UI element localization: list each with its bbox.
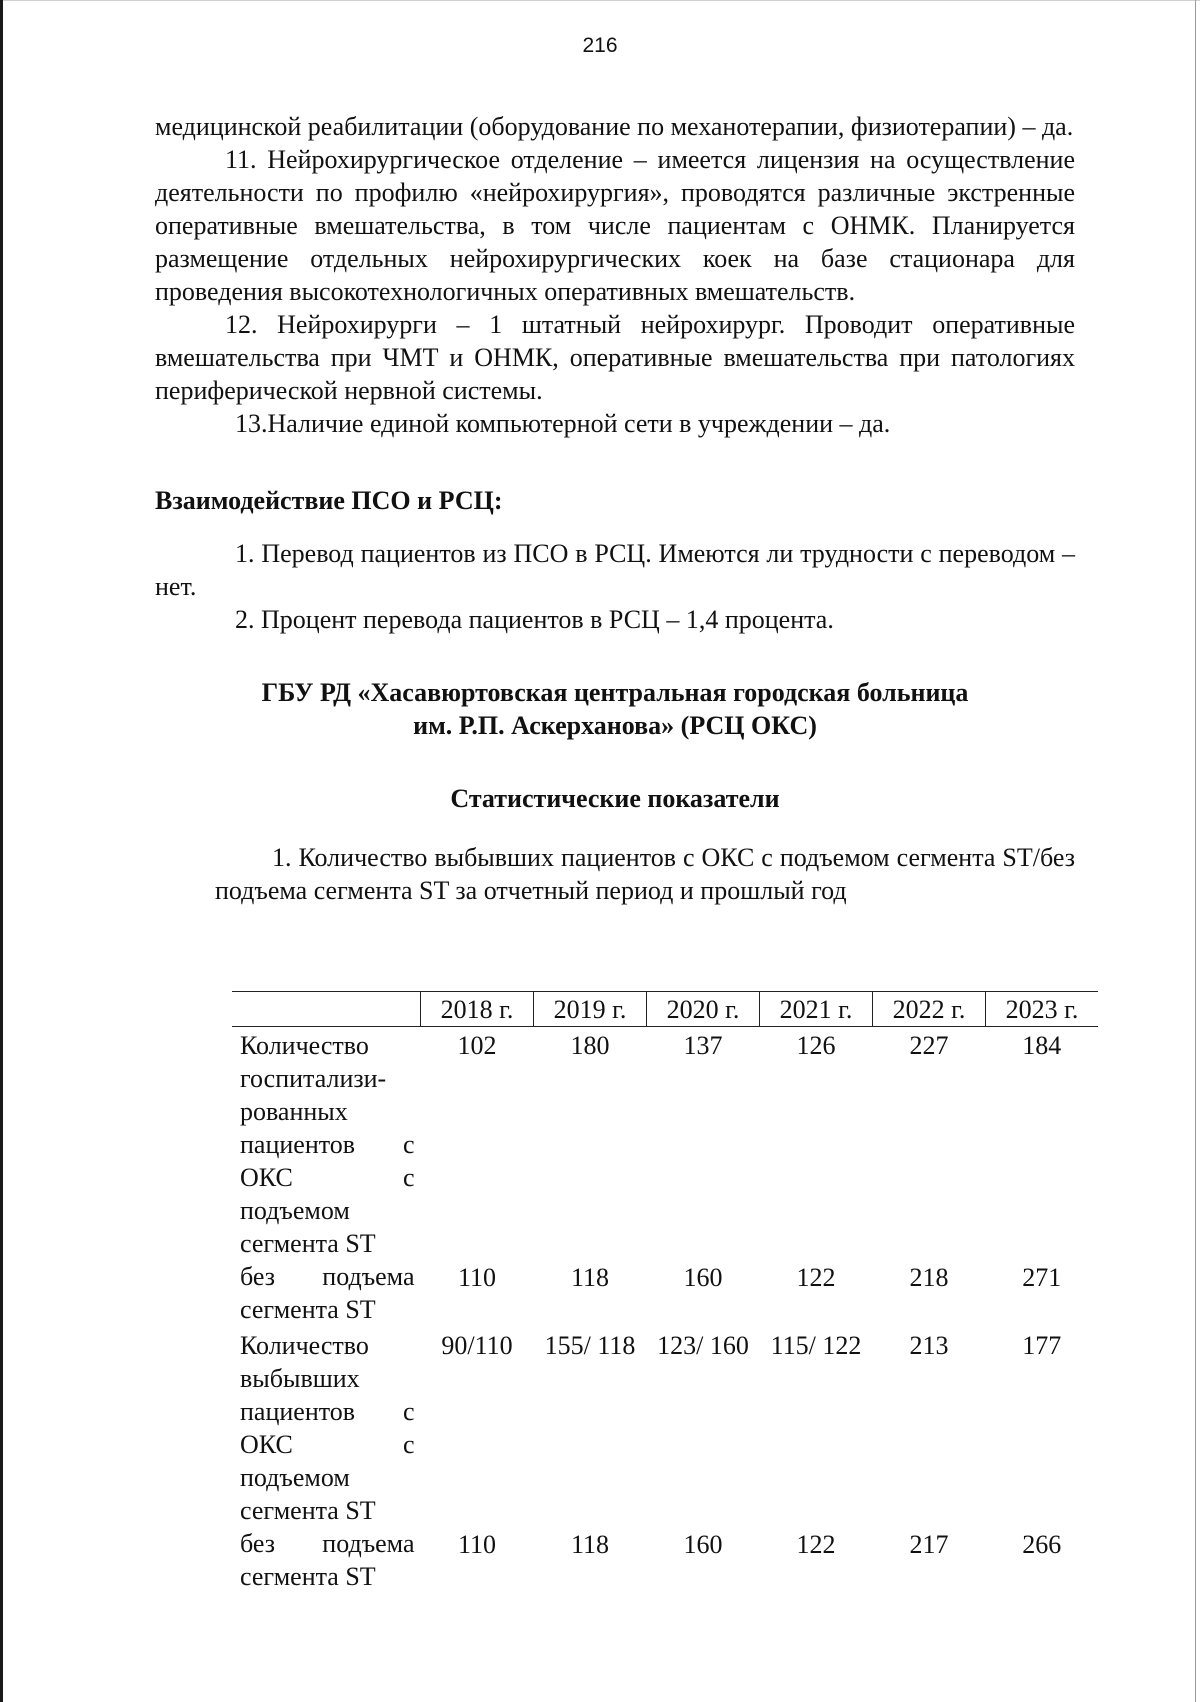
table-row — [232, 1326, 1098, 1527]
table-header-row — [232, 992, 1098, 1027]
table-header-year: 2019 г. — [534, 992, 647, 1027]
table-header-year: 2020 г. — [647, 992, 760, 1027]
table-cell: 155/ 118 — [544, 1331, 636, 1360]
table-cell: 177 — [1022, 1331, 1062, 1360]
paragraph-rehabilitation: медицинской реабилитации (оборудование по механотерапии, физиотерапии) – да. — [155, 112, 1074, 141]
table-cell: 115/ 122 — [770, 1331, 862, 1360]
table-cell: 180 — [570, 1031, 610, 1060]
paragraph-12-neurosurgeons: 12. Нейрохирурги – 1 штатный нейрохирург. Проводит оперативные вмешательства при ЧМТ и ОНМК, оперативные вмешательства при патологиях периферической нервной системы. — [155, 310, 1075, 405]
table-cell: 184 — [1022, 1031, 1062, 1060]
table-cell: 122 — [796, 1530, 836, 1559]
table-cell: 217 — [909, 1530, 949, 1559]
table-cell: 218 — [909, 1263, 949, 1292]
table-cell: 160 — [683, 1263, 723, 1292]
row-label: без подъема сегмента ST — [240, 1529, 415, 1591]
table-header-year: 2022 г. — [873, 992, 986, 1027]
document-body — [155, 110, 1075, 907]
table-cell: 123/ 160 — [657, 1331, 749, 1360]
table-cell: 227 — [909, 1031, 949, 1060]
table-cell: 137 — [683, 1031, 723, 1060]
stats-table — [232, 991, 1098, 1593]
section-heading-interaction: Взаимодействие ПСО и РСЦ: — [155, 486, 503, 515]
interaction-item-2: 2. Процент перевода пациентов в РСЦ – 1,4 процента. — [235, 605, 834, 634]
page-number: 216 — [582, 34, 618, 57]
table-row — [232, 1527, 1098, 1593]
row-label: без подъема сегмента ST — [240, 1262, 415, 1324]
stats-heading: Статистические показатели — [450, 784, 780, 813]
row-label: Количество выбывших пациентов с ОКС с подъемом сегмента ST — [240, 1331, 415, 1525]
table-cell: 118 — [570, 1263, 610, 1292]
table-header-year: 2023 г. — [986, 992, 1099, 1027]
table-header-year: 2021 г. — [760, 992, 873, 1027]
interaction-item-1: 1. Перевод пациентов из ПСО в РСЦ. Имеются ли трудности с переводом – нет. — [155, 539, 1075, 601]
table-header-year: 2018 г. — [421, 992, 534, 1027]
scan-edge-top — [0, 0, 1200, 1]
table-cell: 110 — [457, 1530, 497, 1559]
table-cell: 213 — [909, 1331, 949, 1360]
table-header-corner — [232, 992, 421, 1027]
table-cell: 160 — [683, 1530, 723, 1559]
paragraph-11-neurosurgery-department: 11. Нейрохирургическое отделение – имеется лицензия на осуществление деятельности по профилю «нейрохирургия», проводятся различные экстренные оперативные вмешательства, в том числе пациентам с ОНМК. Планируется размещение отдельных нейрохирургических коек на базе стационара для проведения высокотехнологичных оперативных вмешательств. — [155, 145, 1075, 306]
table-cell: 266 — [1022, 1530, 1062, 1559]
table-cell: 122 — [796, 1263, 836, 1292]
row-label: Количество госпитализи-рованных пациентов с ОКС с подъемом сегмента ST — [240, 1031, 415, 1258]
table-cell: 90/110 — [441, 1331, 513, 1360]
hospital-title-line-1: ГБУ РД «Хасавюртовская центральная городская больница — [261, 678, 969, 707]
scan-edge-left — [0, 0, 3, 1702]
table-cell: 102 — [457, 1031, 497, 1060]
table-cell: 271 — [1022, 1263, 1062, 1292]
hospital-title-line-2: им. Р.П. Аскерханова» (РСЦ ОКС) — [413, 711, 817, 740]
stats-table-caption: 1. Количество выбывших пациентов с ОКС с подъемом сегмента ST/без подъема сегмента ST за отчетный период и прошлый год — [215, 843, 1075, 905]
table-row — [232, 1027, 1098, 1261]
table-cell: 110 — [457, 1263, 497, 1292]
table-cell: 118 — [570, 1530, 610, 1559]
table-row — [232, 1260, 1098, 1326]
paragraph-13-network: 13.Наличие единой компьютерной сети в учреждении – да. — [235, 409, 891, 438]
table-cell: 126 — [796, 1031, 836, 1060]
scan-edge-right — [1195, 0, 1196, 1702]
